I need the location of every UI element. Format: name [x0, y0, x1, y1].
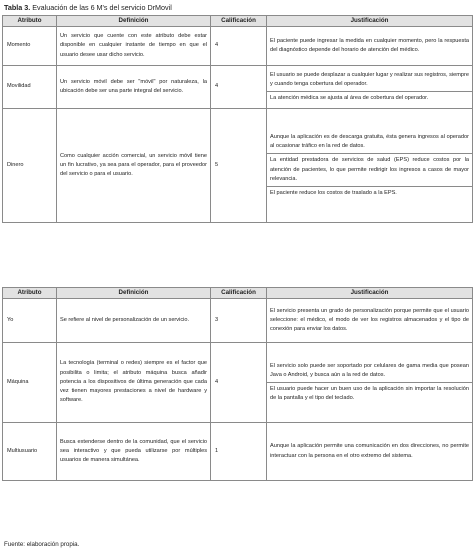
- table-row: [3, 299, 473, 343]
- justificacion-paragraph: El servicio presenta un grado de personalización porque permite que el usuario seleccione: el médico, el modo de ver los registros almacenados y el tipo de conexión para enviar los datos.: [270, 307, 469, 333]
- header-atributo: Atributo: [3, 16, 57, 27]
- cell-calificacion: 3: [211, 299, 267, 343]
- table-row: [3, 109, 473, 223]
- table-row: [3, 343, 473, 423]
- justificacion-paragraph: La atención médica se ajusta al área de cobertura del operador.: [267, 91, 472, 105]
- cell-atributo: Máquina: [3, 343, 57, 423]
- evaluation-table-2: [2, 287, 473, 481]
- justificacion-paragraph: El usuario puede hacer un buen uso de la aplicación sin importar la resolución de la pantalla y el tipo del teclado.: [267, 382, 472, 405]
- cell-justificacion: [267, 299, 473, 343]
- cell-justificacion: [267, 66, 473, 109]
- cell-atributo: Yo: [3, 299, 57, 343]
- header-calificacion: Calificación: [211, 288, 267, 299]
- cell-justificacion: [267, 343, 473, 423]
- cell-atributo: Multiusuario: [3, 423, 57, 481]
- header-atributo: Atributo: [3, 288, 57, 299]
- justificacion-paragraph: La entidad prestadora de servicios de salud (EPS) reduce costos por la atención de pacientes, lo que permite redirigir los ingresos a casos de mayor relevancia.: [267, 153, 472, 186]
- cell-definicion: Se refiere al nivel de personalización de un servicio.: [57, 299, 211, 343]
- header-definicion: Definición: [57, 16, 211, 27]
- cell-calificacion: 4: [211, 343, 267, 423]
- header-calificacion: Calificación: [211, 16, 267, 27]
- header-justificacion: Justificación: [267, 288, 473, 299]
- cell-definicion: Busca extenderse dentro de la comunidad, que el servicio sea interactivo y que pueda utilizarse por múltiples usuarios de manera simultánea.: [57, 423, 211, 481]
- justificacion-paragraph: Aunque la aplicación es de descarga gratuita, ésta genera ingresos al operador al ocasionar tráfico en la red de datos.: [270, 133, 469, 150]
- cell-definicion: Un servicio móvil debe ser "móvil" por naturaleza, la ubicación debe ser una parte integral del servicio.: [57, 66, 211, 109]
- cell-atributo: Movilidad: [3, 66, 57, 109]
- table-header-row: [3, 288, 473, 299]
- table-row: [3, 27, 473, 66]
- cell-definicion: Un servicio que cuente con este atributo debe estar disponible en cualquier instante de tiempo en que el usuario desee usar dicho servicio.: [57, 27, 211, 66]
- cell-calificacion: 4: [211, 27, 267, 66]
- cell-justificacion: [267, 423, 473, 481]
- source-note: Fuente: elaboración propia.: [4, 541, 80, 548]
- justificacion-paragraph: Aunque la aplicación permite una comunicación en dos direcciones, no permite interactuar con la persona en el otro extremo del sistema.: [270, 443, 469, 459]
- caption-label: Tabla 3.: [4, 3, 31, 12]
- evaluation-table-1: [2, 15, 473, 223]
- cell-definicion: Como cualquier acción comercial, un servicio móvil tiene un fin lucrativo, ya sea para el operador, para el proveedor del servicio o para el usuario.: [57, 109, 211, 223]
- justificacion-paragraph: El paciente puede ingresar la medida en cualquier momento, pero la respuesta del diagnóstico depende del horario de atención del médico.: [270, 37, 469, 53]
- caption-text: Evaluación de las 6 M's del servicio DrMovil: [30, 3, 172, 12]
- cell-justificacion: [267, 27, 473, 66]
- header-justificacion: Justificación: [267, 16, 473, 27]
- header-definicion: Definición: [57, 288, 211, 299]
- justificacion-paragraph: El usuario se puede desplazar a cualquier lugar y realizar sus registros, siempre y cuando tenga cobertura del operador.: [270, 71, 469, 87]
- table-caption: [4, 3, 172, 12]
- table-row: [3, 66, 473, 109]
- justificacion-paragraph: El servicio solo puede ser soportado por celulares de gama media que posean Java o Android, y busca aún a la red de datos.: [270, 362, 469, 378]
- table-row: [3, 423, 473, 481]
- cell-calificacion: 4: [211, 66, 267, 109]
- table-header-row: [3, 16, 473, 27]
- cell-definicion: La tecnología (terminal o redes) siempre es el factor que posibilita o limita; el atributo máquina busca añadir potencia a los dispositivos de última generación que cada vez tienen mayores prestaciones a nivel de hardware y software.: [57, 343, 211, 423]
- justificacion-paragraph: El paciente reduce los costos de traslado a la EPS.: [267, 186, 472, 200]
- cell-atributo: Dinero: [3, 109, 57, 223]
- cell-justificacion: [267, 109, 473, 223]
- cell-calificacion: 5: [211, 109, 267, 223]
- cell-atributo: Momento: [3, 27, 57, 66]
- cell-calificacion: 1: [211, 423, 267, 481]
